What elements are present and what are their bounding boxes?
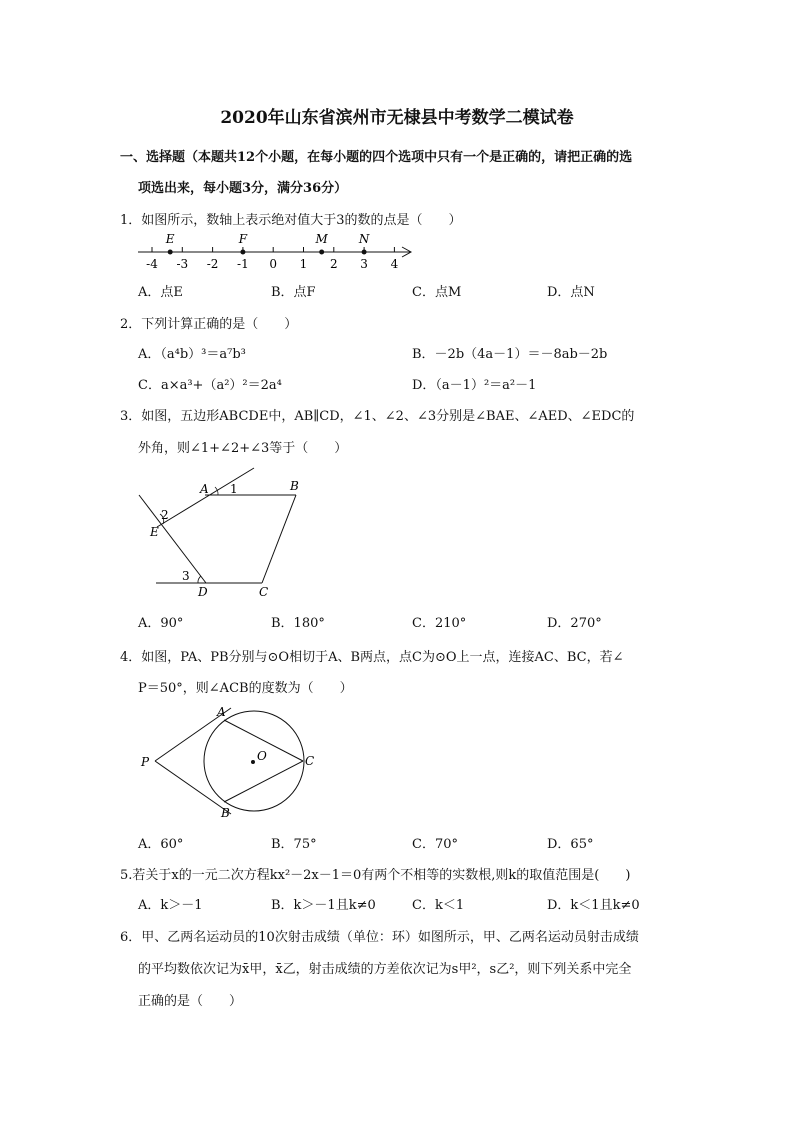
q4-stem-line2: P＝50°，则∠ACB的度数为（ ）	[138, 681, 353, 696]
axis-tick-label: 3	[360, 257, 368, 271]
axis-tick-label: 2	[329, 257, 338, 271]
q3-label-c: C	[259, 585, 269, 599]
q4-option-d[interactable]: D．65°	[547, 837, 594, 852]
q3-option-d[interactable]: D．270°	[547, 616, 602, 631]
q5-option-c[interactable]: C．k＜1	[412, 898, 465, 913]
axis-point-label: F	[238, 232, 248, 246]
q3-option-b[interactable]: B．180°	[271, 616, 325, 631]
q4-circle-figure	[135, 700, 325, 825]
q4-option-a[interactable]: A．60°	[138, 837, 184, 852]
axis-tick-label: -2	[206, 257, 219, 271]
axis-tick-label: -1	[237, 257, 249, 271]
q3-stem-line2: 外角，则∠1+∠2+∠3等于（ ）	[138, 441, 348, 456]
axis-tick-label: 1	[299, 257, 308, 271]
q1-stem: 1．如图所示，数轴上表示绝对值大于3的数的点是（ ）	[120, 213, 462, 228]
q4-label-o: O	[257, 749, 267, 763]
q5-option-a[interactable]: A．k＞－1	[138, 898, 203, 913]
axis-tick-label: -3	[176, 257, 189, 271]
q3-option-c[interactable]: C．210°	[412, 616, 467, 631]
q6-stem-line3: 正确的是（ ）	[138, 994, 243, 1009]
axis-point	[362, 250, 367, 255]
q2-option-a[interactable]: A．（a⁴b）³＝a⁷b³	[138, 347, 246, 362]
q2-option-c[interactable]: C．a×a³+（a²）²＝2a⁴	[138, 378, 282, 393]
q4-option-c[interactable]: C．70°	[412, 837, 458, 852]
q6-stem-line2: 的平均数依次记为x̄甲，x̄乙，射击成绩的方差依次记为s甲²，s乙²，则下列关系中完全	[138, 962, 632, 977]
q4-label-a: A	[217, 705, 226, 719]
q3-stem-line1: 3．如图，五边形ABCDE中，AB∥CD，∠1、∠2、∠3分别是∠BAE、∠AED、∠EDC的	[120, 409, 635, 424]
q2-stem: 2．下列计算正确的是（ ）	[120, 317, 298, 332]
q2-option-d[interactable]: D．（a－1）²＝a²－1	[412, 378, 537, 393]
q3-label-e: E	[150, 525, 159, 539]
q5-stem: 5.若关于x的一元二次方程kx²－2x－1＝0有两个不相等的实数根,则k的取值范围是( )	[120, 868, 631, 883]
q4-option-b[interactable]: B．75°	[271, 837, 317, 852]
q6-stem-line1: 6．甲、乙两名运动员的10次射击成绩（单位：环）如图所示，甲、乙两名运动员射击成绩	[120, 930, 639, 945]
q3-option-a[interactable]: A．90°	[138, 616, 184, 631]
q3-label-1: 1	[230, 482, 238, 496]
section-heading-line2: 项选出来，每小题3分，满分36分）	[138, 181, 348, 196]
q1-option-b[interactable]: B．点F	[271, 285, 316, 300]
axis-tick-label: -4	[146, 257, 158, 271]
q3-label-2: 2	[161, 508, 169, 522]
q4-label-b: B	[221, 806, 230, 820]
q3-label-3: 3	[182, 569, 190, 583]
q1-option-d[interactable]: D．点N	[547, 285, 595, 300]
q4-label-p: P	[141, 755, 150, 769]
section-heading-line1: 一、选择题（本题共12个小题，在每小题的四个选项中只有一个是正确的，请把正确的选	[120, 150, 633, 165]
q4-stem-line1: 4．如图，PA、PB分别与⊙O相切于A、B两点，点C为⊙O上一点，连接AC、BC，若∠	[120, 650, 624, 665]
q1-option-a[interactable]: A．点E	[138, 285, 183, 300]
axis-tick-label: 4	[390, 257, 399, 271]
q3-label-a: A	[200, 482, 209, 496]
q3-label-d: D	[198, 585, 208, 599]
q3-pentagon-figure	[130, 462, 330, 602]
axis-point	[319, 250, 324, 255]
axis-point-label: M	[315, 232, 328, 246]
page-title: 2020年山东省滨州市无棣县中考数学二模试卷	[220, 108, 574, 128]
axis-point-label: N	[358, 232, 370, 246]
q3-label-b: B	[290, 479, 299, 493]
q5-option-b[interactable]: B．k＞－1且k≠0	[271, 898, 376, 913]
q5-option-d[interactable]: D．k＜1且k≠0	[547, 898, 640, 913]
q1-option-c[interactable]: C．点M	[412, 285, 462, 300]
axis-point-label: E	[165, 232, 175, 246]
axis-point	[168, 250, 173, 255]
axis-tick-label: 0	[269, 257, 278, 271]
q4-label-c: C	[305, 754, 315, 768]
q2-option-b[interactable]: B．－2b（4a－1）＝－8ab－2b	[412, 347, 608, 362]
axis-point	[240, 250, 245, 255]
q1-number-line	[130, 226, 420, 274]
